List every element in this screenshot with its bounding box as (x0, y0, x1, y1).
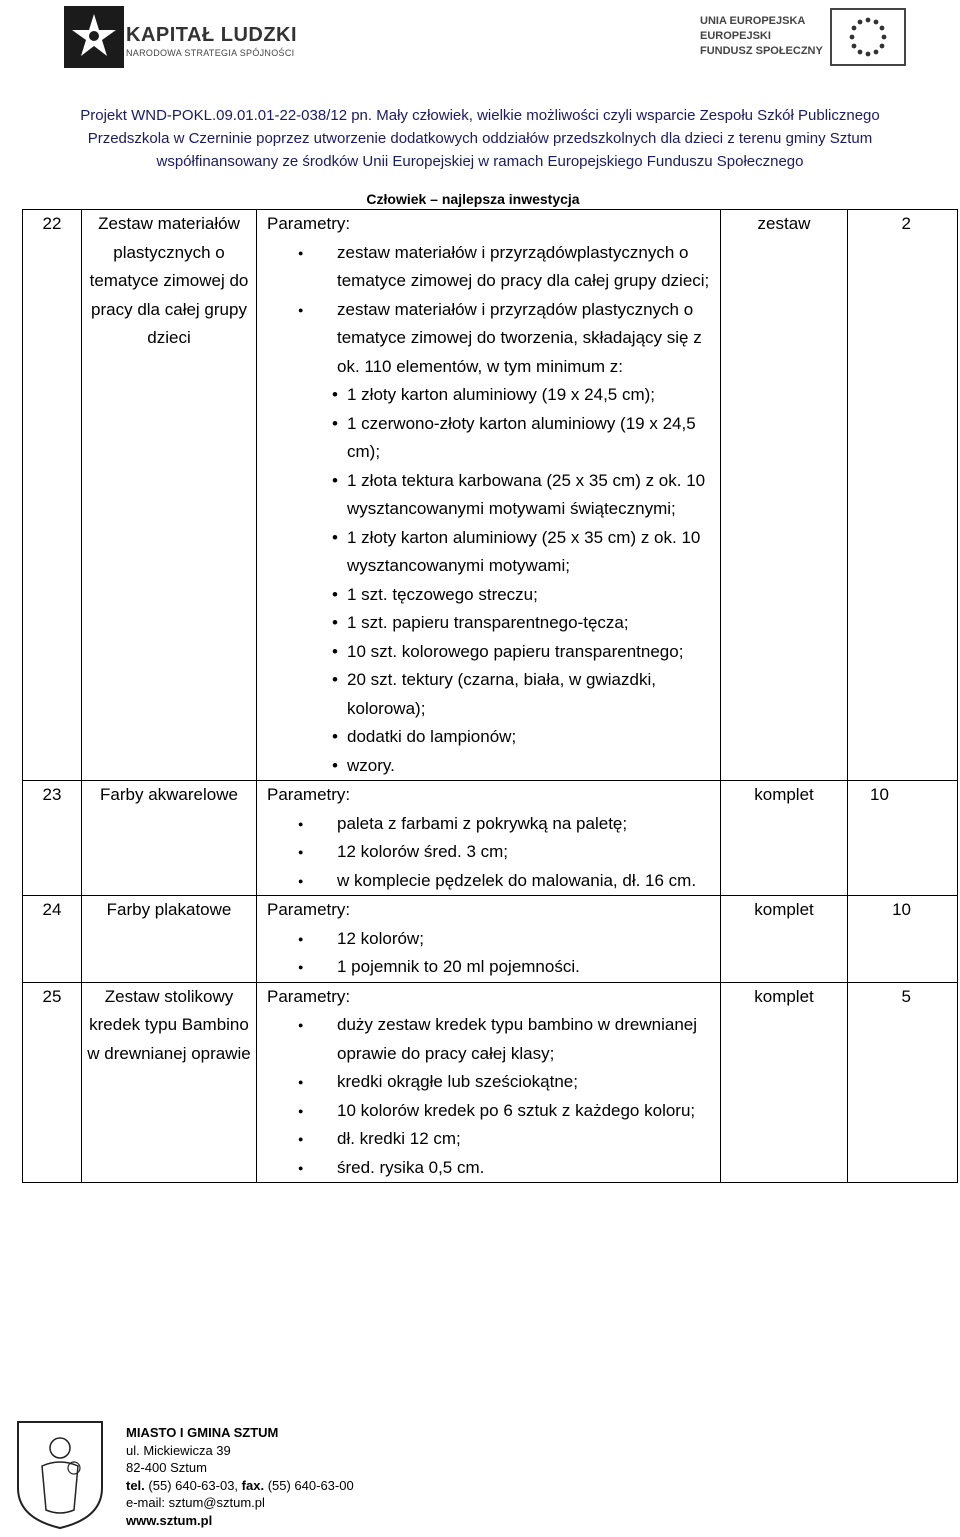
sub-list-item: • 1 złota tektura karbowana (25 x 35 cm) z ok. 10 wysztancowanymi motywami świątecznymi; (347, 467, 720, 524)
footer-contact (126, 1477, 354, 1495)
table-row (23, 896, 958, 983)
parameters-label: Parametry: (267, 900, 351, 919)
item-name: Farby plakatowe (82, 896, 257, 983)
item-parameters (257, 896, 721, 983)
list-item: ● 12 kolorów; (337, 925, 720, 954)
parameters-label: Parametry: (267, 986, 351, 1006)
sub-list-item: • wzory. (347, 752, 720, 781)
footer-street: ul. Mickiewicza 39 (126, 1442, 231, 1458)
item-number: 23 (23, 781, 82, 896)
list-item: ● 12 kolorów śred. 3 cm; (337, 838, 720, 867)
kapital-ludzki-title: KAPITAŁ LUDZKI (126, 24, 298, 46)
item-parameters (257, 781, 721, 896)
list-item-text: zestaw materiałów i przyrządów plastycznych o tematyce zimowej do tworzenia, składający się z ok. 110 elementów, w tym minimum z: (337, 299, 702, 376)
footer-email[interactable]: e-mail: sztum@sztum.pl (126, 1495, 265, 1510)
footer-website[interactable]: www.sztum.pl (126, 1512, 213, 1528)
item-unit: komplet (721, 896, 848, 983)
list-item: ● 1 pojemnik to 20 ml pojemności. (337, 953, 720, 982)
item-unit: komplet (721, 781, 848, 896)
tel-value: (55) 640-63-03, (148, 1477, 239, 1493)
eu-line-3: FUNDUSZ SPOŁECZNY (700, 45, 823, 57)
item-unit: zestaw (721, 210, 848, 781)
sub-list-item: • 1 złoty karton aluminiowy (19 x 24,5 cm); (347, 381, 720, 410)
list-item: ● śred. rysika 0,5 cm. (337, 1154, 720, 1183)
item-unit: komplet (721, 982, 848, 1183)
item-name: Zestaw materiałów plastycznych o tematyce zimowej do pracy dla całej grupy dzieci (82, 210, 257, 781)
fax-label: fax. (241, 1477, 265, 1493)
footer-address (126, 1424, 354, 1529)
list-item: ● dł. kredki 12 cm; (337, 1125, 720, 1154)
parameters-label: Parametry: (267, 214, 351, 233)
items-table (22, 209, 958, 1183)
sub-list-item: • 1 złoty karton aluminiowy (25 x 35 cm) z ok. 10 wysztancowanymi motywami; (347, 524, 720, 581)
project-line-2: Przedszkola w Czerninie poprzez utworzenie dodatkowych oddziałów przedszkolnych dla dzieci z terenu gminy Sztum (87, 130, 873, 147)
table-row (23, 982, 958, 1183)
list-item: ● w komplecie pędzelek do malowania, dł. 16 cm. (337, 867, 720, 896)
kapital-ludzki-logo (62, 4, 392, 74)
list-item: ● kredki okrągłe lub sześciokątne; (337, 1068, 720, 1097)
sub-list-item: • dodatki do lampionów; (347, 723, 720, 752)
parameter-list (267, 810, 720, 896)
sub-list (267, 381, 720, 780)
item-quantity: 5 (848, 982, 958, 1183)
item-quantity: 2 (848, 210, 958, 781)
item-number: 22 (23, 210, 82, 781)
sub-list-item: • 20 szt. tektury (czarna, biała, w gwiazdki, kolorowa); (347, 666, 720, 723)
item-parameters (257, 982, 721, 1183)
parameter-list (267, 239, 720, 382)
item-quantity: 10 (848, 896, 958, 983)
footer-name: MIASTO I GMINA SZTUM (126, 1425, 279, 1440)
parameter-list (267, 1011, 720, 1182)
fax-value: (55) 640-63-00 (267, 1477, 354, 1493)
project-line-1: Projekt WND-POKL.09.01.01-22-038/12 pn. Mały człowiek, wielkie możliwości czyli wsparcie Zespołu Szkół Publicznego (80, 107, 880, 124)
sub-list-item: • 1 czerwono-złoty karton aluminiowy (19 x 24,5 cm); (347, 410, 720, 467)
table-row (23, 210, 958, 781)
table-row (23, 781, 958, 896)
item-number: 25 (23, 982, 82, 1183)
list-item: ● zestaw materiałów i przyrządówplastycznych o tematyce zimowej do pracy dla całej grupy dzieci; (337, 239, 720, 296)
eu-line-2: EUROPEJSKI (700, 30, 771, 42)
kapital-ludzki-star-icon (62, 4, 126, 70)
item-name: Farby akwarelowe (82, 781, 257, 896)
motto: Człowiek – najlepsza inwestycja (366, 191, 580, 207)
list-item: ● 10 kolorów kredek po 6 sztuk z każdego koloru; (337, 1097, 720, 1126)
sub-list-item: • 1 szt. papieru transparentnego-tęcza; (347, 609, 720, 638)
tel-label: tel. (126, 1477, 145, 1493)
item-parameters (257, 210, 721, 781)
parameter-list (267, 925, 720, 982)
item-quantity: 10 (848, 781, 958, 896)
list-item (337, 296, 720, 382)
eu-logo (696, 6, 910, 70)
sub-list-item: • 10 szt. kolorowego papieru transparentnego; (347, 638, 720, 667)
list-item: ● paleta z farbami z pokrywką na paletę; (337, 810, 720, 839)
item-name: Zestaw stolikowy kredek typu Bambino w drewnianej oprawie (82, 982, 257, 1183)
eu-logo-text (700, 14, 823, 59)
project-line-3: współfinansowany ze środków Unii Europejskiej w ramach Europejskiego Funduszu Społecznego (156, 153, 804, 170)
item-number: 24 (23, 896, 82, 983)
list-item: ● duży zestaw kredek typu bambino w drewnianej oprawie do pracy całej klasy; (337, 1011, 720, 1068)
project-header (0, 104, 960, 173)
sub-list-item: • 1 szt. tęczowego streczu; (347, 581, 720, 610)
eu-flag-icon (830, 8, 906, 66)
parameters-label: Parametry: (267, 785, 351, 804)
eu-line-1: UNIA EUROPEJSKA (700, 15, 806, 27)
footer-city: 82-400 Sztum (126, 1460, 207, 1475)
kapital-ludzki-subtitle: NARODOWA STRATEGIA SPÓJNOŚCI (126, 48, 295, 58)
sztum-crest-icon (12, 1418, 108, 1530)
